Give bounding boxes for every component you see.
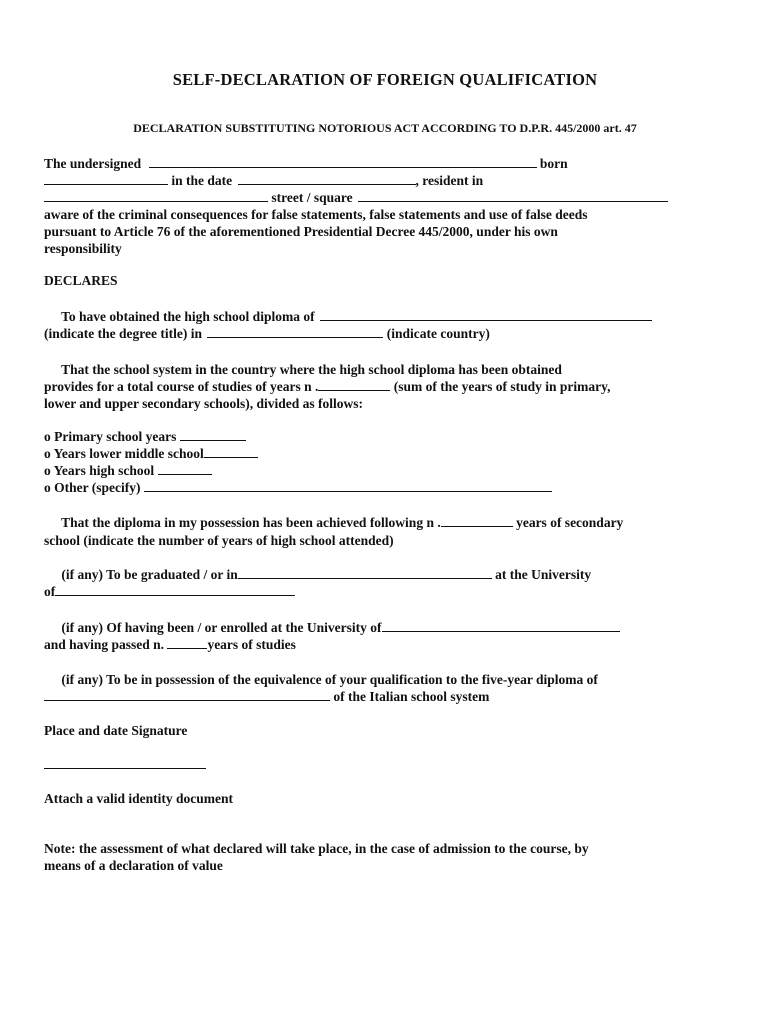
- secondary-years-field[interactable]: [441, 514, 513, 527]
- high-school-years-label: o Years high school: [44, 463, 155, 478]
- item4-line1: [44, 566, 591, 583]
- undersigned-label: The undersigned: [44, 156, 142, 171]
- page-title: SELF-DECLARATION OF FOREIGN QUALIFICATION: [172, 70, 598, 89]
- name-field[interactable]: [149, 155, 537, 168]
- item5-line1: [44, 619, 620, 636]
- primary-years-label: o Primary school years: [44, 429, 177, 444]
- lower-middle-years-field[interactable]: [204, 445, 258, 458]
- item3-text: That the diploma in my possession has been achieved following n .: [61, 515, 441, 530]
- item2-years-label: provides for a total course of studies of years n .: [44, 379, 319, 394]
- primary-years-line: [44, 428, 246, 445]
- page-subtitle: DECLARATION SUBSTITUTING NOTORIOUS ACT ACCORDING TO D.P.R. 445/2000 art. 47: [133, 121, 637, 135]
- awareness-line-1: aware of the criminal consequences for false statements, false statements and use of false deeds: [44, 207, 588, 222]
- item6-system-label: of the Italian school system: [333, 689, 490, 704]
- place-date-signature: Place and date Signature: [44, 723, 188, 738]
- other-years-field[interactable]: [144, 479, 552, 492]
- item1-degree-label: (indicate the degree title) in: [44, 326, 202, 341]
- born-label: born: [539, 156, 568, 171]
- high-school-years-field[interactable]: [158, 462, 212, 475]
- birthdate-field[interactable]: [238, 172, 416, 185]
- other-years-label: o Other (specify): [44, 480, 141, 495]
- item5-text: (if any) Of having been / or enrolled at the University of: [61, 620, 382, 635]
- university-field[interactable]: [55, 583, 295, 596]
- birth-line: [44, 172, 483, 189]
- awareness-line-2: pursuant to Article 76 of the aforementioned Presidential Decree 445/2000, under his own: [44, 224, 558, 239]
- item3-line2: school (indicate the number of years of high school attended): [44, 533, 394, 548]
- resident-in-label: , resident in: [415, 173, 484, 188]
- residence-field[interactable]: [44, 189, 268, 202]
- item6-line1: [44, 671, 598, 688]
- primary-years-field[interactable]: [180, 428, 246, 441]
- item3-secondary-label: years of secondary: [516, 515, 624, 530]
- high-school-years-line: [44, 462, 212, 479]
- item3-line1: [44, 514, 623, 531]
- total-years-field[interactable]: [318, 378, 390, 391]
- item2-line2: [44, 378, 610, 395]
- street-field[interactable]: [358, 189, 668, 202]
- item2-line3: lower and upper secondary schools), divided as follows:: [44, 396, 364, 411]
- lower-middle-years-line: [44, 445, 258, 462]
- in-the-date-label: in the date: [171, 173, 233, 188]
- item4-of-label: of: [44, 584, 56, 599]
- undersigned-line: [44, 155, 568, 172]
- residence-line: [44, 189, 668, 206]
- note-line-1: Note: the assessment of what declared will take place, in the case of admission to the course, by: [44, 841, 589, 856]
- note-line-2: means of a declaration of value: [44, 858, 223, 873]
- graduation-field[interactable]: [238, 566, 492, 579]
- item5-passed-label: and having passed n.: [44, 637, 165, 652]
- country-field[interactable]: [207, 325, 383, 338]
- item2-line1: [44, 361, 562, 378]
- item4-line2: [44, 583, 295, 600]
- equivalence-field[interactable]: [44, 688, 330, 701]
- street-square-label: street / square: [271, 190, 353, 205]
- awareness-line-3: responsibility: [44, 241, 122, 256]
- enrolled-university-field[interactable]: [382, 619, 620, 632]
- lower-middle-years-label: o Years lower middle school: [44, 446, 204, 461]
- item1-line1: [44, 308, 652, 325]
- item4-university-label: at the University: [495, 567, 592, 582]
- item6-line2: [44, 688, 489, 705]
- item1-country-label: (indicate country): [386, 326, 490, 341]
- item4-text: (if any) To be graduated / or in: [61, 567, 238, 582]
- item6-text: (if any) To be in possession of the equivalence of your qualification to the five-year diploma of: [61, 672, 598, 687]
- years-passed-field[interactable]: [167, 636, 207, 649]
- diploma-title-field[interactable]: [320, 308, 652, 321]
- item2-sum-label: (sum of the years of study in primary,: [393, 379, 611, 394]
- signature-line: [44, 756, 206, 773]
- signature-field[interactable]: [44, 756, 206, 769]
- item5-line2: [44, 636, 296, 653]
- birthplace-field[interactable]: [44, 172, 168, 185]
- item2-text: That the school system in the country where the high school diploma has been obtained: [61, 362, 562, 377]
- other-years-line: [44, 479, 552, 496]
- declares-heading: DECLARES: [44, 273, 118, 288]
- attach-document: Attach a valid identity document: [44, 791, 233, 806]
- item1-line2: [44, 325, 490, 342]
- item1-text: To have obtained the high school diploma of: [61, 309, 315, 324]
- item5-years-label: years of studies: [207, 637, 296, 652]
